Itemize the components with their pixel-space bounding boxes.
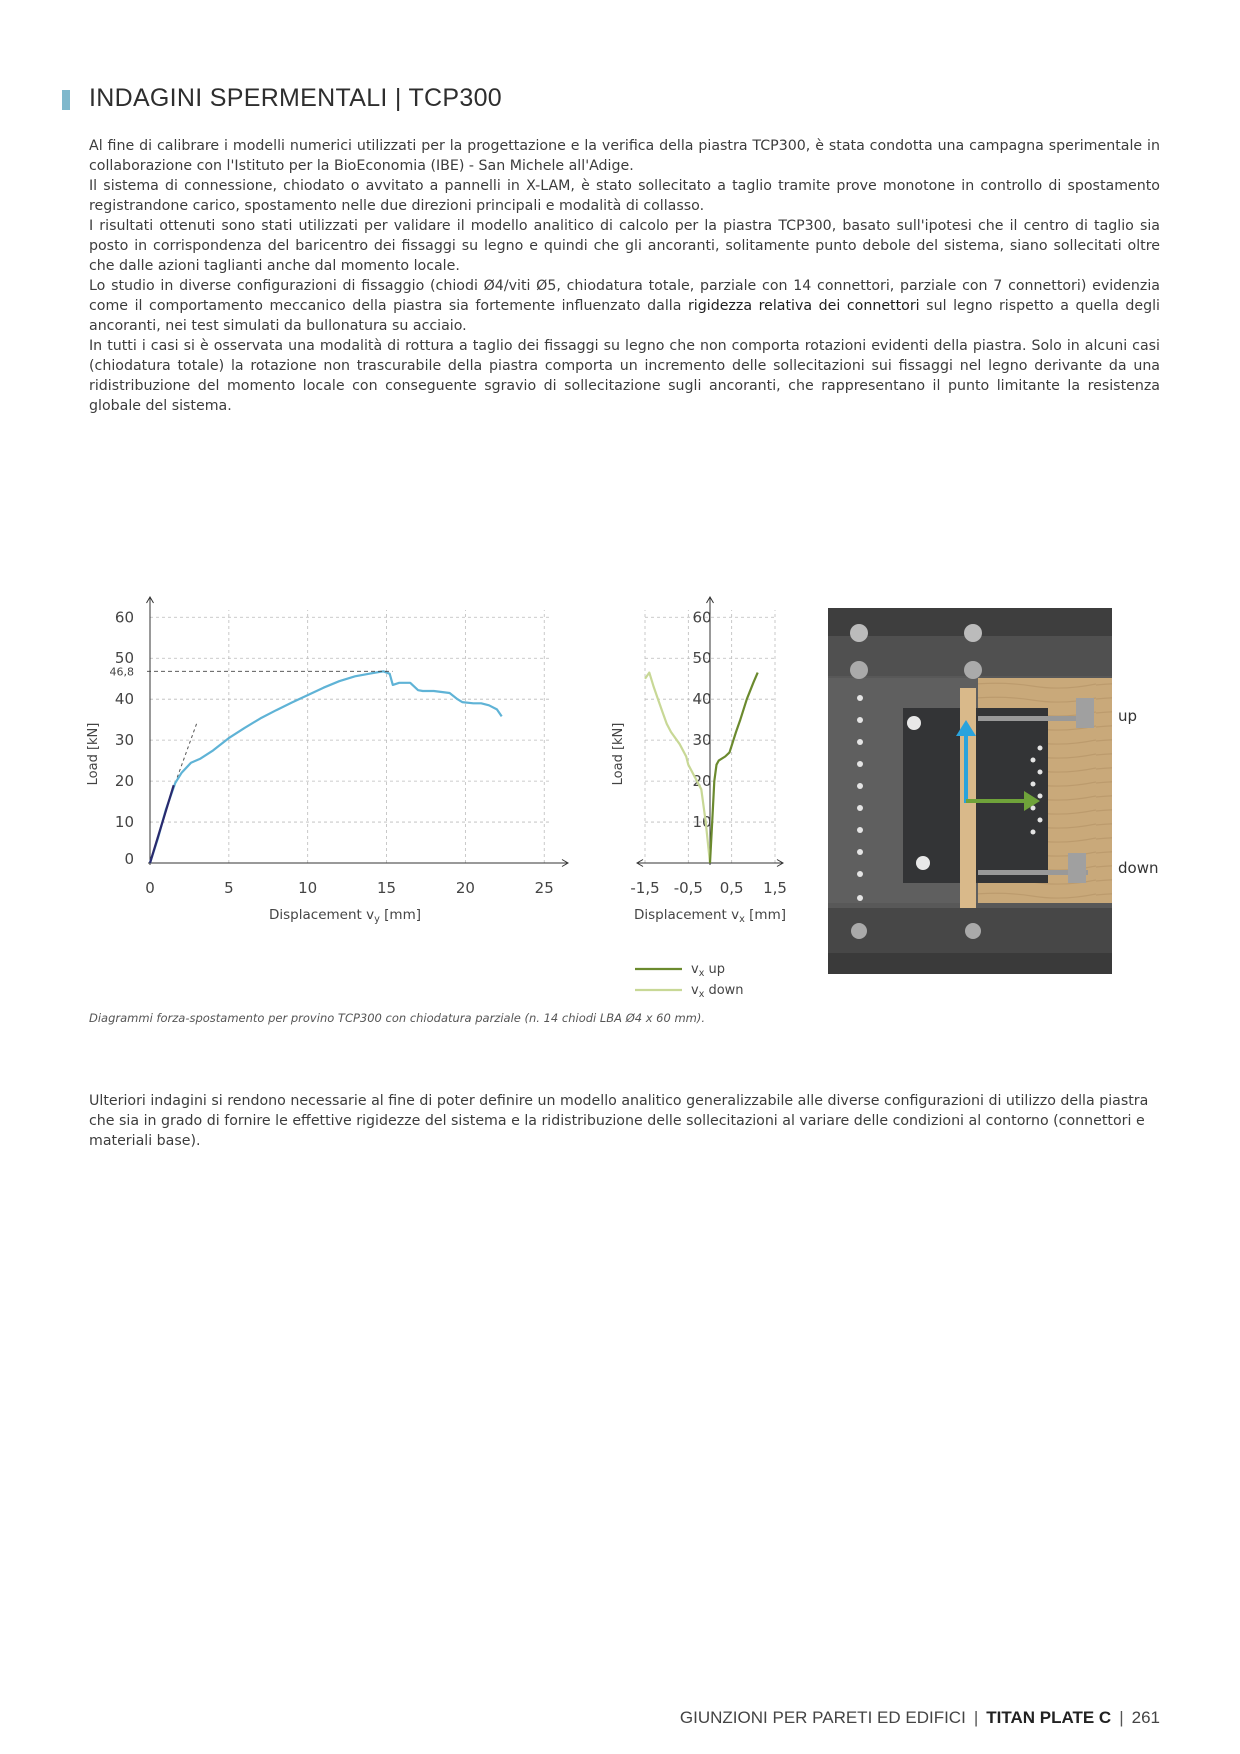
chart1-x-label: Displacement $v_y$ [mm] <box>269 907 421 925</box>
chart2-y-label: Load [kN] <box>611 722 626 786</box>
intro-paragraph-5: In tutti i casi si è osservata una modalità di rottura a taglio dei fissaggi su legno che non comporta rotazioni evidenti della piastra. Solo in alcuni casi (chiodatura totale) la rotazione non trascurabile della piastra comporta un incremento delle sollecitazioni sui fissaggi nel legno derivante da una ridistribuzione del momento locale con conseguente sgravio di sollecitazione sugli ancoranti, che rappresentano il punto limitante la resistenza globale del sistema. <box>89 338 1160 414</box>
highlighted-phrase: rigidezza relativa dei connettori <box>687 298 920 314</box>
load-displacement-vx-chart <box>605 595 815 1010</box>
intro-paragraph-4 <box>89 276 1160 336</box>
chart1-y-tick-label: 10 <box>114 813 134 832</box>
chart2-y-tick-label: 50 <box>692 649 712 668</box>
page-footer <box>620 1708 1160 1728</box>
legend-label-vx-down: $v_x$ down <box>691 983 744 1000</box>
chart1-x-tick-label: 0 <box>145 879 155 897</box>
chart1-peak-label: 46,8 <box>109 665 134 679</box>
section-accent-bar <box>62 90 70 110</box>
chart2-x-tick-label: 1,5 <box>763 879 787 897</box>
chart1-ticks <box>115 608 554 897</box>
chart2-y-tick-label: 40 <box>692 690 712 709</box>
intro-paragraph-4-part-1: Lo studio in diverse configurazioni di fissaggio (chiodi Ø4/viti Ø5, chiodatura totale, parziale con 14 connettori, parziale con 7 connettori) evidenzia come il comportamento meccanico della piastra sia fortemente influenzato dalla <box>89 278 1160 314</box>
chart1-labels <box>86 723 421 925</box>
chart2-y-tick-label: 20 <box>692 772 712 791</box>
legend-label-vx-up: $v_x$ up <box>691 962 725 979</box>
chart1-x-tick-label: 20 <box>455 879 475 897</box>
chart1-annotation <box>110 665 393 678</box>
page-number: 261 <box>1131 1708 1160 1727</box>
footer-separator: | <box>973 1708 979 1727</box>
intro-paragraph-4-part-2: sul legno rispetto a quella degli ancoranti, nei test simulati da bullonatura su acciaio. <box>89 298 1160 334</box>
chart2-x-label: Displacement $v_x$ [mm] <box>634 907 786 925</box>
outro-paragraph-1: Ulteriori indagini si rendono necessarie al fine di poter definire un modello analitico generalizzabile alle diverse configurazioni di utilizzo della piastra che sia in grado di fornire le effettive rigidezze del sistema e la ridistribuzione delle sollecitazioni al variare delle condizioni al contorno (connettori e materiali base). <box>89 1093 1149 1149</box>
intro-paragraph-2: Il sistema di connessione, chiodato o avvitato a pannelli in X-LAM, è stato sollecitato a taglio tramite prove monotone in controllo di spostamento registrandone carico, spostamento nelle due direzioni principali e modalità di collasso. <box>89 178 1160 214</box>
chart1-initial-stiffness <box>150 785 174 863</box>
chart1-x-tick-label: 25 <box>534 879 554 897</box>
chart1-y-tick-label: 60 <box>114 608 134 627</box>
intro-paragraph-3: I risultati ottenuti sono stati utilizzati per validare il modello analitico di calcolo per la piastra TCP300, basato sull'ipotesi che il centro di taglio sia posto in corrispondenza del baricentro dei fissaggi su legno e quindi che gli ancoranti, solitamente punto debole del sistema, siano sollecitati oltre che dalle azioni taglianti anche dal momento locale. <box>89 218 1160 274</box>
intro-text <box>89 136 1160 416</box>
chart1-series <box>150 671 502 863</box>
chart2-x-tick-label: -0,5 <box>673 879 703 897</box>
outro-text <box>89 1091 1160 1151</box>
footer-section: GIUNZIONI PER PARETI ED EDIFICI <box>679 1708 966 1727</box>
test-specimen-illustration <box>828 608 1112 974</box>
test-specimen-photo <box>828 608 1112 974</box>
chart2-vx-up-curve <box>710 673 758 863</box>
chart1-x-tick-label: 15 <box>376 879 397 897</box>
footer-product: TITAN PLATE C <box>986 1708 1112 1727</box>
figure-caption: Diagrammi forza-spostamento per provino TCP300 con chiodatura parziale (n. 14 chiodi LBA Ø4 x 60 mm). <box>89 1011 706 1025</box>
photo-label-up: up <box>1118 707 1138 725</box>
chart1-stiffness-extension <box>175 722 197 783</box>
chart1-x-tick-label: 10 <box>298 879 318 897</box>
chart1-x-tick-label: 5 <box>224 879 234 897</box>
chart2-y-tick-label: 60 <box>692 608 712 627</box>
chart2-y-tick-label: 10 <box>692 813 712 832</box>
chart1-y-label: Load [kN] <box>86 722 101 786</box>
chart2-legend <box>635 962 744 1000</box>
chart1-grid <box>150 610 550 863</box>
chart2-y-tick-label: 30 <box>692 731 712 750</box>
chart1-axes <box>147 597 569 867</box>
intro-paragraph-1: Al fine di calibrare i modelli numerici utilizzati per la progettazione e la verifica della piastra TCP300, è stata condotta una campagna sperimentale in collaborazione con l'Istituto per la BioEconomia (IBE) - San Michele all'Adige. <box>89 138 1160 174</box>
chart1-y-tick-label: 20 <box>114 772 134 791</box>
load-displacement-vy-chart <box>80 595 600 945</box>
photo-label-down: down <box>1118 859 1159 877</box>
chart1-y-tick-label: 0 <box>124 850 134 868</box>
chart1-y-tick-label: 50 <box>114 649 134 668</box>
chart2-x-tick-label: -1,5 <box>630 879 660 897</box>
section-title: INDAGINI SPERMENTALI | TCP300 <box>89 84 502 112</box>
footer-separator: | <box>1119 1708 1124 1727</box>
chart1-y-tick-label: 30 <box>114 731 134 750</box>
chart2-x-tick-label: 0,5 <box>719 879 744 897</box>
chart1-y-tick-label: 40 <box>114 690 134 709</box>
chart1-load-curve <box>150 671 502 863</box>
